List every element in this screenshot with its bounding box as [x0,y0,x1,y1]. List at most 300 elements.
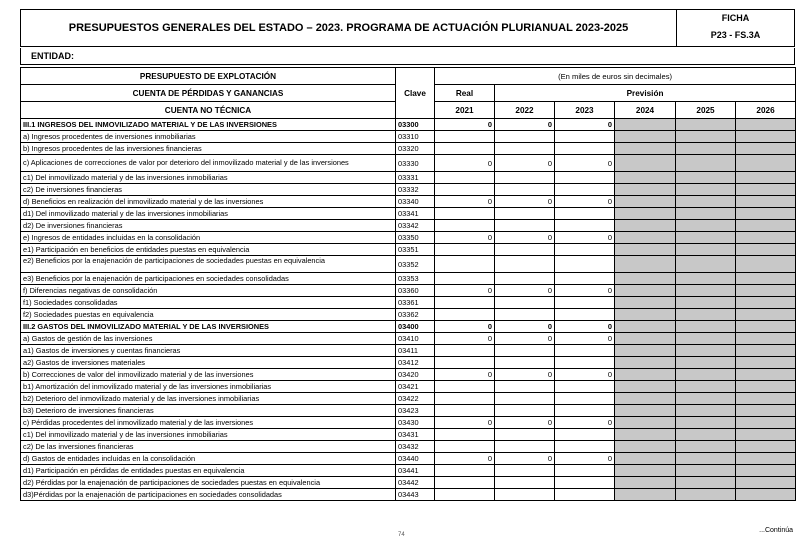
row-clave: 03350 [396,232,435,244]
row-value [555,208,615,220]
table-row [21,244,796,256]
shaded-cell [676,441,736,453]
row-label: d1) Del inmovilizado material y de las inversiones inmobiliarias [21,208,396,220]
row-label: c) Pérdidas procedentes del inmovilizado material y de las inversiones [21,417,396,429]
row-value [435,477,495,489]
shaded-cell [615,208,676,220]
shaded-cell [736,429,796,441]
row-value [495,465,555,477]
row-value: 0 [495,321,555,333]
table-row [21,381,796,393]
row-label: f) Diferencias negativas de consolidación [21,285,396,297]
row-value [435,429,495,441]
row-clave: 03332 [396,184,435,196]
shaded-cell [736,381,796,393]
row-clave: 03431 [396,429,435,441]
shaded-cell [615,357,676,369]
units-note: (En miles de euros sin decimales) [435,68,796,85]
shaded-cell [615,119,676,131]
row-value: 0 [435,119,495,131]
row-label: b1) Amortización del inmovilizado material y de las inversiones inmobiliarias [21,381,396,393]
row-clave: 03342 [396,220,435,232]
row-value [495,489,555,501]
ficha-code: P23 - FS.3A [710,30,761,40]
row-clave: 03331 [396,172,435,184]
shaded-cell [676,155,736,172]
row-label: d3)Pérdidas por la enajenación de participaciones en sociedades consolidadas [21,489,396,501]
row-value: 0 [555,232,615,244]
row-value [555,256,615,273]
year-2023: 2023 [555,102,615,119]
shaded-cell [615,417,676,429]
shaded-cell [736,297,796,309]
shaded-cell [676,405,736,417]
row-value [495,381,555,393]
shaded-cell [615,465,676,477]
shaded-cell [615,405,676,417]
year-2025: 2025 [676,102,736,119]
shaded-cell [615,309,676,321]
shaded-cell [676,172,736,184]
shaded-cell [736,119,796,131]
shaded-cell [615,477,676,489]
row-value: 0 [435,417,495,429]
row-clave: 03420 [396,369,435,381]
shaded-cell [615,155,676,172]
shaded-cell [615,429,676,441]
row-value [435,172,495,184]
row-value: 0 [495,155,555,172]
shaded-cell [615,244,676,256]
row-value [555,381,615,393]
table-row [21,285,796,297]
table-row [21,232,796,244]
row-value [495,256,555,273]
shaded-cell [615,285,676,297]
row-clave: 03361 [396,297,435,309]
shaded-cell [736,256,796,273]
shaded-cell [676,477,736,489]
row-value [555,357,615,369]
row-label: III.2 GASTOS DEL INMOVILIZADO MATERIAL Y DE LAS INVERSIONES [21,321,396,333]
row-label: e) Ingresos de entidades incluidas en la consolidación [21,232,396,244]
shaded-cell [676,143,736,155]
shaded-cell [615,333,676,345]
head-line3: CUENTA NO TÉCNICA [21,102,396,119]
row-label: f1) Sociedades consolidadas [21,297,396,309]
row-value [495,345,555,357]
table-row [21,345,796,357]
shaded-cell [676,333,736,345]
table-row [21,196,796,208]
shaded-cell [615,453,676,465]
table-row [21,321,796,333]
row-value: 0 [435,321,495,333]
row-clave: 03320 [396,143,435,155]
shaded-cell [676,381,736,393]
table-row [21,429,796,441]
row-clave: 03412 [396,357,435,369]
row-value: 0 [495,453,555,465]
row-label: a) Ingresos procedentes de inversiones inmobiliarias [21,131,396,143]
row-label: a2) Gastos de inversiones materiales [21,357,396,369]
table-row [21,220,796,232]
row-label: III.1 INGRESOS DEL INMOVILIZADO MATERIAL Y DE LAS INVERSIONES [21,119,396,131]
row-label: b2) Deterioro del inmovilizado material y de las inversiones inmobiliarias [21,393,396,405]
table-row [21,131,796,143]
shaded-cell [736,309,796,321]
shaded-cell [736,232,796,244]
shaded-cell [736,208,796,220]
shaded-cell [736,172,796,184]
row-label: b3) Deterioro de inversiones financieras [21,405,396,417]
shaded-cell [736,220,796,232]
row-value [435,244,495,256]
shaded-cell [676,417,736,429]
row-value: 0 [555,321,615,333]
table-row [21,405,796,417]
shaded-cell [615,196,676,208]
shaded-cell [615,143,676,155]
row-value [495,405,555,417]
shaded-cell [736,489,796,501]
row-label: b) Ingresos procedentes de las inversiones financieras [21,143,396,155]
row-value [495,297,555,309]
row-value: 0 [495,333,555,345]
row-value [555,220,615,232]
row-label: c1) Del inmovilizado material y de las inversiones inmobiliarias [21,172,396,184]
row-value [555,131,615,143]
row-clave: 03351 [396,244,435,256]
table-row [21,208,796,220]
row-label: d1) Participación en pérdidas de entidades puestas en equivalencia [21,465,396,477]
row-value [435,256,495,273]
shaded-cell [676,220,736,232]
row-value: 0 [435,369,495,381]
shaded-cell [736,441,796,453]
row-label: a1) Gastos de inversiones y cuentas financieras [21,345,396,357]
row-value [495,441,555,453]
table-row [21,184,796,196]
shaded-cell [676,393,736,405]
row-value [435,357,495,369]
shaded-cell [736,393,796,405]
row-value [435,465,495,477]
row-value [555,244,615,256]
shaded-cell [615,369,676,381]
row-clave: 03362 [396,309,435,321]
row-value [495,220,555,232]
head-line2: CUENTA DE PÉRDIDAS Y GANANCIAS [21,85,396,102]
row-value [555,489,615,501]
ficha-box [677,10,794,46]
year-2021: 2021 [435,102,495,119]
row-value [435,309,495,321]
prevision-header: Previsión [495,85,796,102]
row-clave: 03441 [396,465,435,477]
shaded-cell [676,184,736,196]
row-value [495,309,555,321]
row-value: 0 [495,417,555,429]
row-value [495,244,555,256]
row-value: 0 [555,155,615,172]
shaded-cell [676,489,736,501]
table-row [21,393,796,405]
shaded-cell [736,273,796,285]
row-label: e2) Beneficios por la enajenación de participaciones de sociedades puestas en equivalencia [21,256,396,273]
shaded-cell [676,256,736,273]
shaded-cell [736,405,796,417]
continua-note: ...Continúa [759,527,793,534]
row-value: 0 [555,196,615,208]
shaded-cell [736,196,796,208]
table-row [21,489,796,501]
row-clave: 03310 [396,131,435,143]
row-value: 0 [435,453,495,465]
table-row [21,465,796,477]
shaded-cell [736,345,796,357]
row-value: 0 [555,369,615,381]
shaded-cell [736,333,796,345]
row-label: d) Beneficios en realización del inmovilizado material y de las inversiones [21,196,396,208]
row-value [555,477,615,489]
table-row [21,453,796,465]
row-value [555,143,615,155]
shaded-cell [736,321,796,333]
table-row [21,273,796,285]
row-clave: 03421 [396,381,435,393]
row-clave: 03423 [396,405,435,417]
row-value: 0 [555,417,615,429]
row-value [435,297,495,309]
row-value [555,393,615,405]
table-row [21,369,796,381]
shaded-cell [736,143,796,155]
shaded-cell [676,285,736,297]
row-value [555,297,615,309]
row-value [435,131,495,143]
row-value [435,441,495,453]
row-clave: 03422 [396,393,435,405]
table-row [21,357,796,369]
shaded-cell [676,273,736,285]
row-value [435,273,495,285]
row-value [555,172,615,184]
shaded-cell [736,465,796,477]
shaded-cell [615,441,676,453]
row-clave: 03353 [396,273,435,285]
row-value [555,441,615,453]
row-value [495,143,555,155]
year-2024: 2024 [615,102,676,119]
table-row [21,417,796,429]
shaded-cell [615,297,676,309]
shaded-cell [736,244,796,256]
row-value: 0 [555,453,615,465]
row-value: 0 [495,196,555,208]
row-value [435,489,495,501]
table-row [21,119,796,131]
shaded-cell [676,297,736,309]
table-row [21,172,796,184]
budget-table [20,67,796,501]
row-value: 0 [435,155,495,172]
row-value [495,131,555,143]
row-clave: 03352 [396,256,435,273]
row-clave: 03411 [396,345,435,357]
row-value: 0 [495,119,555,131]
shaded-cell [736,184,796,196]
table-row [21,477,796,489]
row-value [435,381,495,393]
row-clave: 03430 [396,417,435,429]
table-row [21,155,796,172]
row-label: c2) De inversiones financieras [21,184,396,196]
shaded-cell [615,273,676,285]
row-value [555,465,615,477]
row-value [495,273,555,285]
row-value: 0 [555,119,615,131]
table-row [21,143,796,155]
row-value: 0 [435,232,495,244]
shaded-cell [615,220,676,232]
shaded-cell [676,309,736,321]
report-title: PRESUPUESTOS GENERALES DEL ESTADO – 2023. PROGRAMA DE ACTUACIÓN PLURIANUAL 2023-2025 [21,10,677,46]
table-row [21,256,796,273]
row-value [555,184,615,196]
row-clave: 03440 [396,453,435,465]
shaded-cell [736,357,796,369]
table-row [21,297,796,309]
row-value [435,184,495,196]
row-value [495,172,555,184]
row-clave: 03341 [396,208,435,220]
shaded-cell [676,244,736,256]
row-clave: 03360 [396,285,435,297]
shaded-cell [676,357,736,369]
shaded-cell [676,196,736,208]
table-body [21,119,796,501]
ficha-label: FICHA [721,13,750,23]
shaded-cell [676,429,736,441]
shaded-cell [736,453,796,465]
row-value [555,273,615,285]
row-label: d2) Pérdidas por la enajenación de participaciones de sociedades puestas en equivalencia [21,477,396,489]
shaded-cell [736,417,796,429]
row-label: e1) Participación en beneficios de entidades puestas en equivalencia [21,244,396,256]
shaded-cell [736,131,796,143]
row-value: 0 [555,285,615,297]
row-value [555,345,615,357]
row-value [435,405,495,417]
shaded-cell [676,345,736,357]
row-clave: 03442 [396,477,435,489]
report-header [20,9,795,47]
row-clave: 03330 [396,155,435,172]
row-value: 0 [495,369,555,381]
row-value [555,405,615,417]
row-value [555,429,615,441]
row-label: c1) Del inmovilizado material y de las inversiones inmobiliarias [21,429,396,441]
row-value: 0 [555,333,615,345]
entidad-label: ENTIDAD: [20,48,795,65]
row-value [495,357,555,369]
row-value [495,393,555,405]
row-value: 0 [495,232,555,244]
real-header: Real [435,85,495,102]
clave-header: Clave [396,68,435,119]
shaded-cell [676,232,736,244]
row-value [435,208,495,220]
row-clave: 03300 [396,119,435,131]
row-label: b) Correcciones de valor del inmovilizado material y de las inversiones [21,369,396,381]
row-label: d2) De inversiones financieras [21,220,396,232]
row-label: d) Gastos de entidades incluidas en la consolidación [21,453,396,465]
shaded-cell [676,131,736,143]
shaded-cell [736,285,796,297]
row-label: c) Aplicaciones de correcciones de valor por deterioro del inmovilizado material y de las inversiones [21,155,396,172]
shaded-cell [676,208,736,220]
head-line1: PRESUPUESTO DE EXPLOTACIÓN [21,68,396,85]
row-clave: 03410 [396,333,435,345]
year-2022: 2022 [495,102,555,119]
row-clave: 03340 [396,196,435,208]
shaded-cell [736,369,796,381]
shaded-cell [615,184,676,196]
row-value [435,393,495,405]
row-clave: 03432 [396,441,435,453]
table-row [21,333,796,345]
row-value [495,184,555,196]
year-2026: 2026 [736,102,796,119]
page-number: 74 [398,532,405,538]
shaded-cell [676,369,736,381]
shaded-cell [676,465,736,477]
row-value [495,208,555,220]
row-value: 0 [435,333,495,345]
row-label: e3) Beneficios por la enajenación de participaciones en sociedades consolidadas [21,273,396,285]
shaded-cell [676,321,736,333]
row-value [435,220,495,232]
row-value [495,477,555,489]
shaded-cell [615,232,676,244]
shaded-cell [736,477,796,489]
shaded-cell [615,489,676,501]
shaded-cell [615,345,676,357]
row-clave: 03400 [396,321,435,333]
shaded-cell [676,119,736,131]
shaded-cell [615,321,676,333]
table-row [21,309,796,321]
row-value [435,143,495,155]
row-value [435,345,495,357]
shaded-cell [615,172,676,184]
row-value [495,429,555,441]
row-value: 0 [495,285,555,297]
shaded-cell [615,393,676,405]
table-row [21,441,796,453]
shaded-cell [676,453,736,465]
row-label: a) Gastos de gestión de las inversiones [21,333,396,345]
row-clave: 03443 [396,489,435,501]
row-value [555,309,615,321]
row-value: 0 [435,196,495,208]
shaded-cell [615,381,676,393]
shaded-cell [615,256,676,273]
shaded-cell [615,131,676,143]
row-value: 0 [435,285,495,297]
row-label: c2) De las inversiones financieras [21,441,396,453]
